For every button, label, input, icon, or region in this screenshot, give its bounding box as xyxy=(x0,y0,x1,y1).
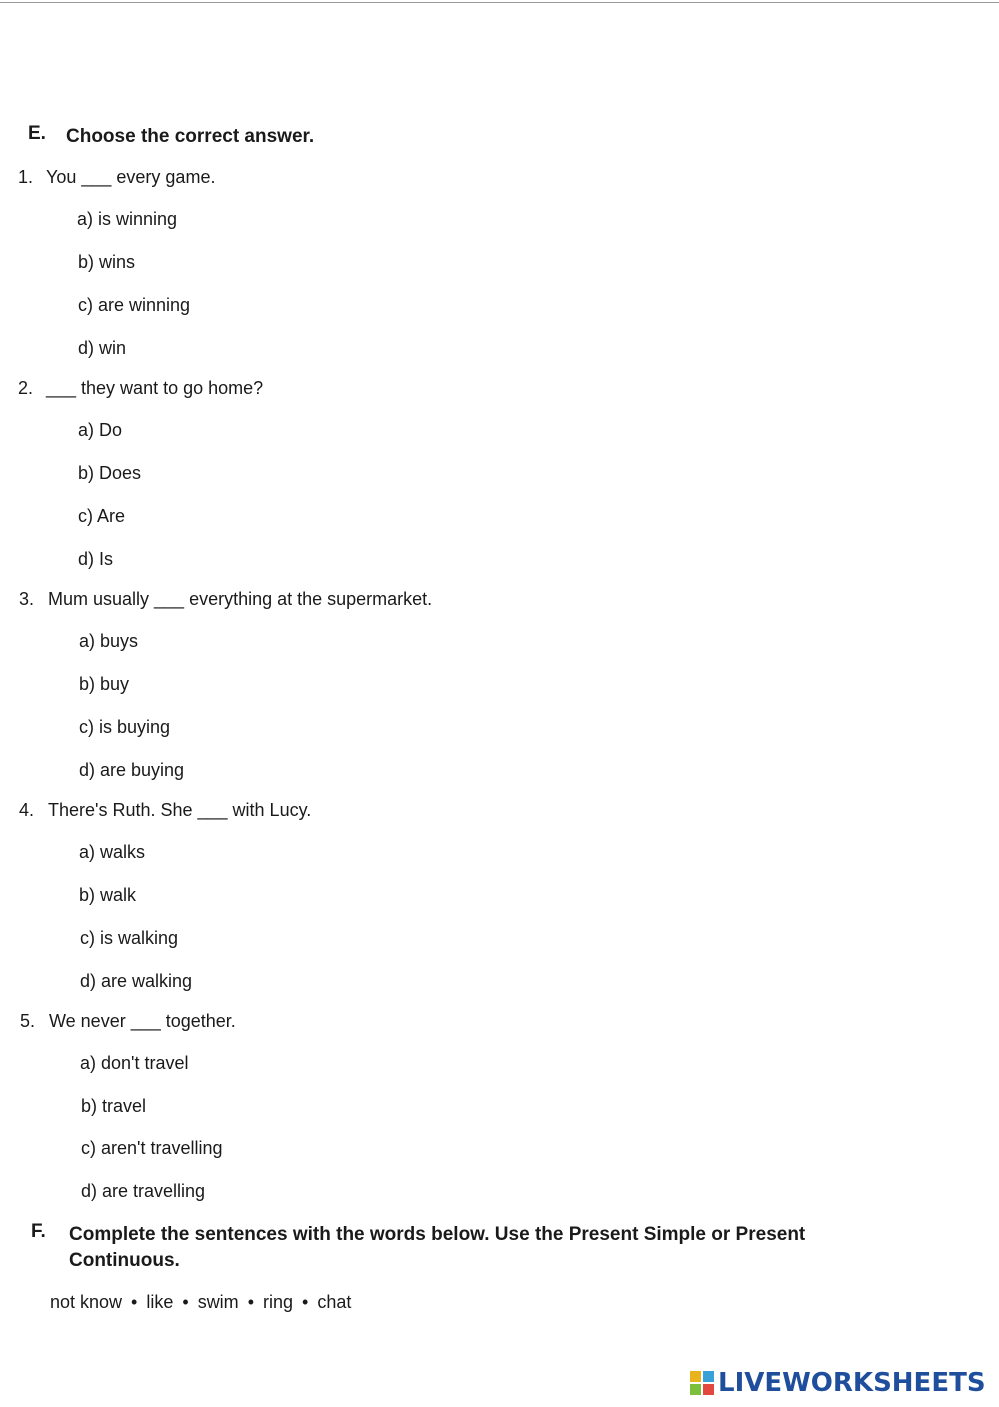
question-2-option-b[interactable]: b) Does xyxy=(78,463,142,483)
question-text: Mum usually ___ everything at the supermarket. xyxy=(48,589,433,609)
question-number: 4. xyxy=(19,800,35,820)
question-2-option-a[interactable]: a) Do xyxy=(78,420,123,440)
word-bank-word: chat xyxy=(317,1292,352,1312)
word-bank-word: ring xyxy=(263,1292,294,1312)
section-f-letter: F. xyxy=(31,1221,46,1242)
word-bank-word: like xyxy=(146,1292,174,1312)
word-bank-separator: • xyxy=(302,1292,309,1312)
word-bank-separator: • xyxy=(131,1292,138,1312)
word-bank-word: not know xyxy=(50,1292,123,1312)
question-text: There's Ruth. She ___ with Lucy. xyxy=(48,800,312,820)
word-bank xyxy=(50,1291,351,1313)
liveworksheets-logo-icon xyxy=(690,1371,714,1395)
question-number: 2. xyxy=(18,378,34,398)
section-e-letter: E. xyxy=(28,123,46,144)
question-4-option-a[interactable]: a) walks xyxy=(79,842,146,862)
question-number: 1. xyxy=(18,167,34,187)
liveworksheets-logo-text: LIVEWORKSHEETS xyxy=(718,1368,986,1398)
question-text: You ___ every game. xyxy=(46,167,216,187)
question-text: ___ they want to go home? xyxy=(46,378,264,398)
question-2-option-d[interactable]: d) Is xyxy=(78,549,114,569)
top-rule xyxy=(0,2,999,3)
question-5-option-c[interactable]: c) aren't travelling xyxy=(81,1138,223,1158)
word-bank-separator: • xyxy=(247,1292,254,1312)
question-text: We never ___ together. xyxy=(49,1011,236,1031)
question-3-option-c[interactable]: c) is buying xyxy=(79,717,171,737)
question-4-option-d[interactable]: d) are walking xyxy=(80,971,193,991)
question-1-option-d[interactable]: d) win xyxy=(78,338,127,358)
question-4-option-b[interactable]: b) walk xyxy=(79,885,137,905)
word-bank-word: swim xyxy=(197,1292,239,1312)
question-3-option-a[interactable]: a) buys xyxy=(79,631,139,651)
section-f-instruction-line-1: Complete the sentences with the words below. Use the Present Simple or Present xyxy=(69,1224,806,1245)
question-1-option-a[interactable]: a) is winning xyxy=(77,209,178,229)
question-number: 3. xyxy=(19,589,35,609)
liveworksheets-logo[interactable] xyxy=(690,1367,986,1399)
question-5-option-a[interactable]: a) don't travel xyxy=(80,1053,189,1073)
question-1-option-b[interactable]: b) wins xyxy=(78,252,136,272)
question-3-option-d[interactable]: d) are buying xyxy=(79,760,185,780)
question-number: 5. xyxy=(20,1011,36,1031)
question-2-option-c[interactable]: c) Are xyxy=(78,506,126,526)
question-1-option-c[interactable]: c) are winning xyxy=(78,295,191,315)
question-3-option-b[interactable]: b) buy xyxy=(79,674,130,694)
question-5-option-b[interactable]: b) travel xyxy=(81,1096,147,1116)
word-bank-separator: • xyxy=(182,1292,189,1312)
question-5-option-d[interactable]: d) are travelling xyxy=(81,1181,206,1201)
question-4-option-c[interactable]: c) is walking xyxy=(80,928,179,948)
section-e-instruction: Choose the correct answer. xyxy=(66,126,315,147)
section-f-instruction-line-2: Continuous. xyxy=(69,1250,180,1271)
